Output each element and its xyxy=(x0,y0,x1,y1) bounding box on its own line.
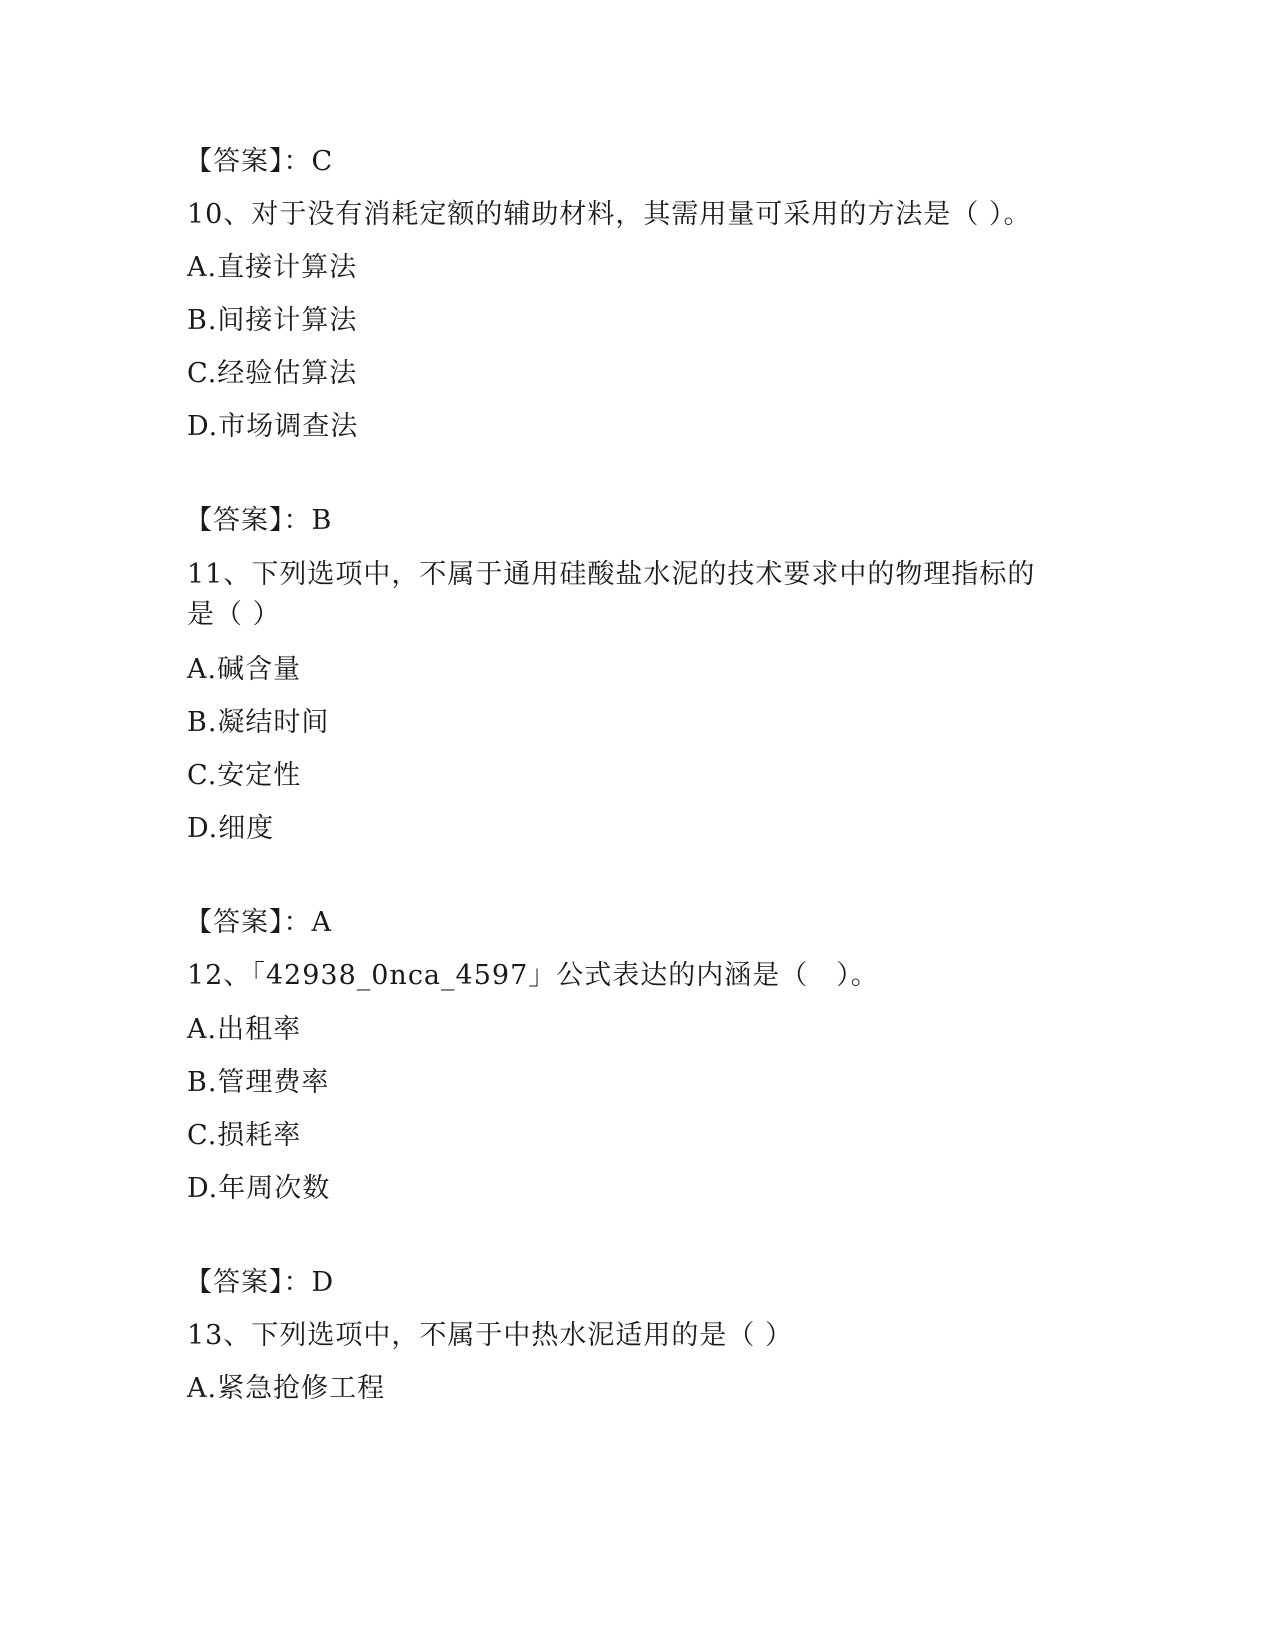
option-line: B.凝结时间 xyxy=(187,707,330,738)
question-11-line2: 是（ ） xyxy=(187,599,281,630)
question-12: 12、「42938_0nca_4597」公式表达的内涵是（ ）。 xyxy=(187,960,879,991)
option-line: B.管理费率 xyxy=(187,1067,330,1098)
answer-line: 【答案】：D xyxy=(185,1267,335,1298)
option-line: A.直接计算法 xyxy=(187,252,358,283)
answer-line: 【答案】：C xyxy=(185,146,334,177)
question-11-line1: 11、下列选项中，不属于通用硅酸盐水泥的技术要求中的物理指标的 xyxy=(187,559,1036,590)
answer-line: 【答案】：B xyxy=(185,505,333,536)
option-line: A.碱含量 xyxy=(187,654,302,685)
answer-line: 【答案】：A xyxy=(185,907,332,938)
question-10: 10、对于没有消耗定额的辅助材料，其需用量可采用的方法是（ ）。 xyxy=(187,199,1032,230)
option-line: D.细度 xyxy=(187,813,275,844)
option-line: D.年周次数 xyxy=(187,1173,331,1204)
option-line: D.市场调查法 xyxy=(187,411,359,442)
option-line: A.出租率 xyxy=(187,1014,302,1045)
question-13: 13、下列选项中，不属于中热水泥适用的是（ ） xyxy=(187,1320,793,1351)
option-line: C.损耗率 xyxy=(187,1120,302,1151)
option-line: A.紧急抢修工程 xyxy=(187,1373,386,1404)
option-line: B.间接计算法 xyxy=(187,305,358,336)
option-line: C.安定性 xyxy=(187,760,302,791)
option-line: C.经验估算法 xyxy=(187,358,358,389)
